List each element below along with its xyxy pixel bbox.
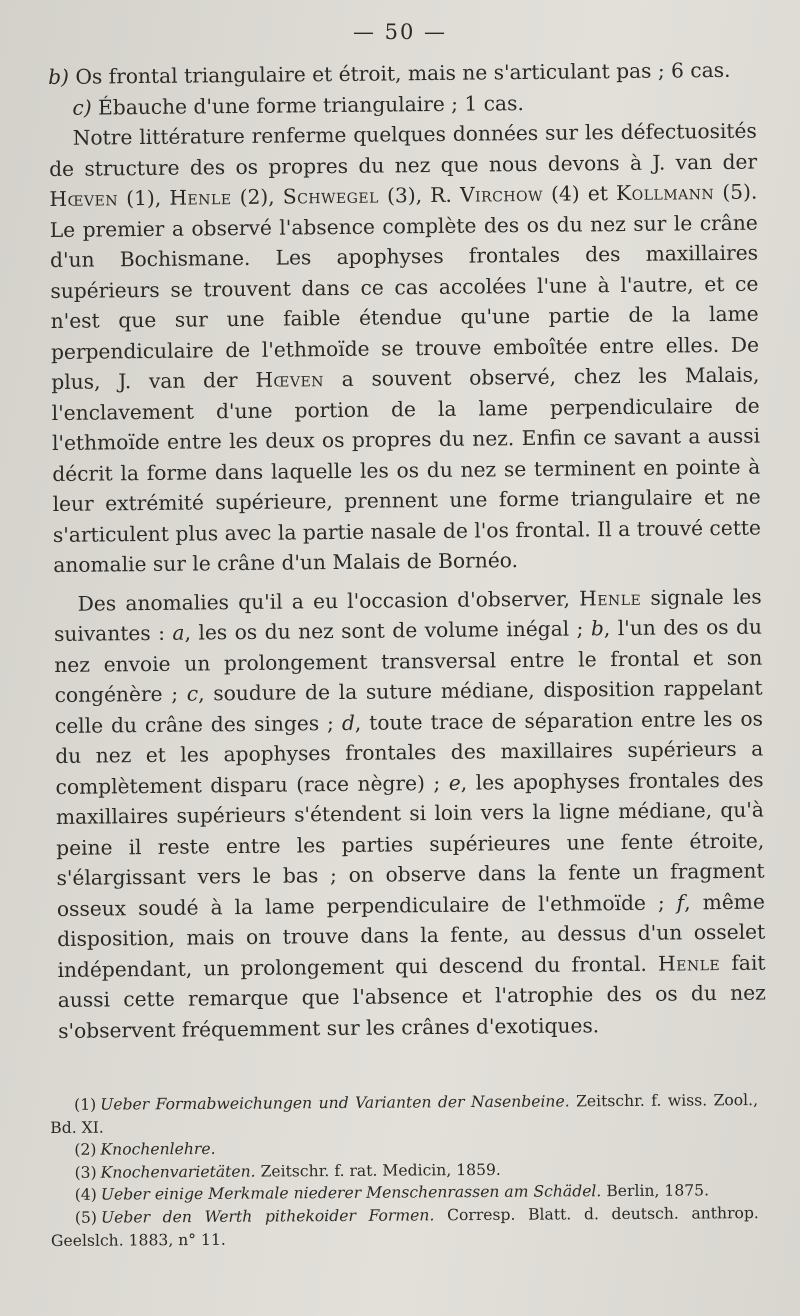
author-name: Kollmann xyxy=(615,180,715,206)
text-run: Des anomalies qu'il a eu l'occasion d'observer, xyxy=(77,585,580,616)
enumeration-letter: e xyxy=(448,770,461,795)
footnote-citation: Corresp. Blatt. d. deutsch. anthrop. Geelslch. 1883, n° 11. xyxy=(50,1204,759,1250)
paragraph-text: Ébauche d'une forme triangulaire ; 1 cas. xyxy=(91,90,524,120)
footnote-citation: Zeitschr. f. rat. Medicin, 1859. xyxy=(255,1160,501,1181)
text-run: , les os du nez sont de volume inégal ; xyxy=(184,616,592,645)
paragraph-henle-anomalies xyxy=(54,581,767,1046)
page-number: — 50 — xyxy=(352,20,448,44)
paragraph-text: Os frontal triangulaire et étroit, mais ne s'articulant pas ; 6 cas. xyxy=(68,57,731,89)
text-run: (5). Le premier a observé l'absence complète des os du nez sur le crâne d'un Bochismane. Les apophyses frontales des maxillaires supérieurs se trouvent dans ce cas accolées l'une à l'autre, et ce n'est que sur une faible étendue qu'une partie de la lame perpendiculaire de l'ethmoïde se trouve emboîtée entre elles. De plus, J. van der xyxy=(49,179,760,394)
footnote-title: Ueber den Werth pithekoider Formen. xyxy=(100,1206,435,1227)
footnote-title: Ueber einige Merkmale niederer Menschenrassen am Schädel. xyxy=(100,1182,602,1205)
enumeration-letter: f xyxy=(676,889,685,914)
footnote-5 xyxy=(51,1202,759,1252)
text-run: , l'un des os du nez envoie un prolongement transversal entre le frontal et son congénère ; xyxy=(54,614,763,707)
footnote-citation: Zeitschr. f. wiss. Zool., Bd. XI. xyxy=(50,1091,759,1137)
author-name: Hœven xyxy=(255,367,325,392)
footnote-number: (4) xyxy=(74,1186,97,1205)
author-name: Henle xyxy=(657,950,721,976)
text-run: signale les suivantes : xyxy=(53,584,762,646)
paragraph-literature xyxy=(49,116,762,581)
text-run: (4) et xyxy=(542,181,617,206)
author-name: Virchow xyxy=(459,181,544,207)
author-name: Schwegel xyxy=(282,183,379,209)
footnote-title: Ueber Formabweichungen und Varianten der Nasenbeine. xyxy=(100,1092,570,1114)
text-run: , les apophyses frontales des maxillaires supérieurs s'étendent si loin vers la ligne médiane, qu'à peine il reste entre les parties supérieures une fente étroite, s'élargissant vers le bas ; on observe dans la fente un fragment osseux soudé à la lame perpendiculaire de l'ethmoïde ; xyxy=(55,767,765,921)
footnote-title: Knochenlehre. xyxy=(100,1140,216,1159)
text-run: (1), xyxy=(117,185,170,211)
footnote-number: (5) xyxy=(74,1208,98,1227)
author-name: Henle xyxy=(169,185,232,210)
footnote-number: (3) xyxy=(74,1163,97,1182)
footnote-number: (2) xyxy=(74,1140,97,1160)
enumeration-letter: d xyxy=(341,710,355,735)
list-marker: b) xyxy=(48,64,70,89)
text-run: , soudure de la suture médiane, disposition rappelant celle du crâne des singes ; xyxy=(54,675,763,738)
text-run: Notre littérature renferme quelques données sur les défectuosités de structure des os propres du nez que nous devons à J. van der xyxy=(48,118,758,181)
footnote-citation: Berlin, 1875. xyxy=(601,1181,710,1201)
author-name: Henle xyxy=(579,585,642,610)
footnote-number: (1) xyxy=(74,1095,97,1114)
text-run: a souvent observé, chez les Malais, l'enclavement d'une portion de la lame perpendiculaire de l'ethmoïde entre les deux os propres du nez. Enfin ce savant a aussi décrit la forme dans laquelle les os du nez se terminent en pointe à leur extrémité supérieure, prennent une forme triangulaire et ne s'articulent plus avec la partie nasale de l'os frontal. Il a trouvé cette anomalie sur le crâne d'un Malais de Bornéo. xyxy=(51,362,762,577)
enumeration-letter: c xyxy=(186,681,199,706)
footnotes xyxy=(50,1089,759,1252)
text-run: fait aussi cette remarque que l'absence et l'atrophie des os du nez s'observent fréquemment sur les crânes d'exotiques. xyxy=(57,950,766,1043)
author-name: Hœven xyxy=(49,186,119,211)
footnote-title: Knochenvarietäten. xyxy=(100,1162,256,1182)
text-run: , toute trace de séparation entre les os du nez et les apophyses frontales des maxillaires supérieurs a complètement disparu (race nègre) ; xyxy=(55,706,764,799)
enumeration-letter: b xyxy=(590,616,604,641)
enumeration-letter: a xyxy=(172,620,185,645)
text-run: (3), R. xyxy=(378,182,461,208)
text-run: , même disposition, mais on trouve dans la fente, au dessus d'un osselet indépendant, un prolongement qui descend du frontal. xyxy=(57,889,766,982)
footnote-1 xyxy=(50,1089,758,1139)
text-run: (2), xyxy=(231,184,283,210)
main-text xyxy=(48,55,766,1046)
list-marker: c) xyxy=(72,95,92,120)
